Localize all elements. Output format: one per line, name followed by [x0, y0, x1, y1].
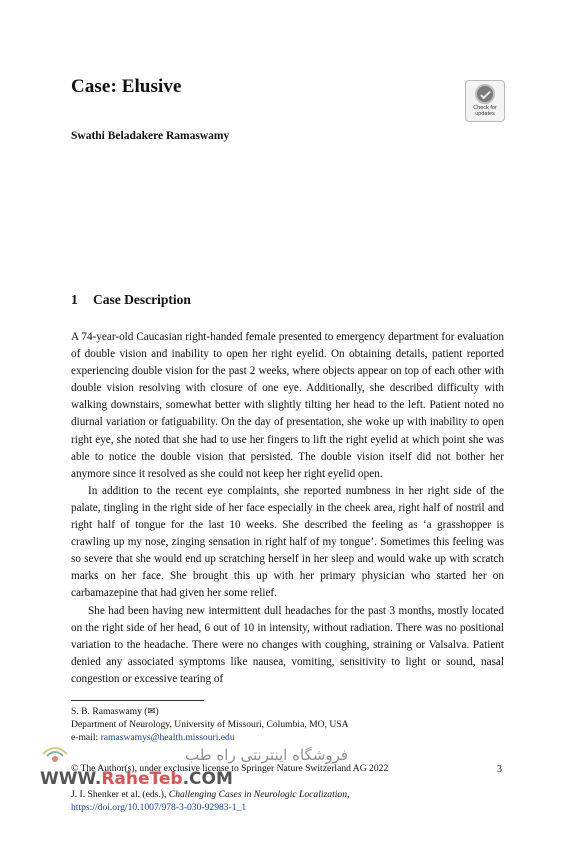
- citation-prefix: J. I. Shenker et al. (eds.),: [71, 789, 167, 800]
- book-title: Challenging Cases in Neurologic Localization,: [168, 789, 350, 800]
- section-title: Case Description: [93, 292, 191, 307]
- watermark-persian-text: فروشگاه اینترنتی راه طب: [185, 746, 349, 764]
- paragraph: In addition to the recent eye complaints, she reported numbness in her right side of the palate, tingling in the right side of her face especially in the cheek area, right half of nostril and right half of tongue for the last 10 weeks. She described the feeling as ‘a grasshopper is crawling up my nose, zinging sensation in right half of my tongue’. Sometimes this feeling was so severe that she would end up scratching herself in her sleep and would wake up with scratch marks on her face. She brought this up with her primary physician who started her on carbamazepine that had given her some relief.: [71, 484, 504, 600]
- watermark-prefix: WWW.: [40, 769, 102, 789]
- footnote-divider: [71, 700, 204, 701]
- paragraph: She had been having new intermittent dull headaches for the past 3 months, mostly located on the right side of her head, 6 out of 10 in intensity, without radiation. There was no positional variation to the headache. There were no changes with coughing, straining or Valsalva. Patient denied any associated symptoms like nausea, vomiting, sensitivity to light or sound, nasal congestion or excessive tearing of: [71, 604, 504, 685]
- paragraph: A 74-year-old Caucasian right-handed female presented to emergency department for evaluation of double vision and inability to open her right eyelid. On obtaining details, patient reported experiencing double vision for the past 2 weeks, where objects appear on top of each other with double vision resolving with closure of one eye. Additionally, she described difficulty with walking downstairs, somewhat better with slightly tilting her head to the left. Patient noted no diurnal variation or fatiguability. On the day of presentation, she woke up with inability to open right eye, she noted that she had to use her fingers to lift the right eyelid at which point she was able to notice the double vision that persisted. The double vision itself did not bother her anymore since it resolved as she could not keep her right eyelid open.: [71, 331, 504, 480]
- check-for-updates-icon: [475, 84, 495, 104]
- watermark-brand: RaheTeb: [101, 769, 183, 789]
- email-label: e-mail:: [71, 732, 99, 743]
- section-heading: [71, 292, 191, 308]
- doi-link[interactable]: https://doi.org/10.1007/978-3-030-92983-1_1: [71, 802, 247, 813]
- author-name: Swathi Beladakere Ramaswamy: [71, 130, 230, 142]
- watermark-suffix: .COM: [182, 769, 233, 789]
- section-number: 1: [71, 292, 78, 307]
- footnote-affiliation: Department of Neurology, University of Missouri, Columbia, MO, USA: [71, 719, 349, 730]
- watermark-logo-icon: [40, 740, 70, 766]
- copyright-notice: © The Author(s), under exclusive license to Springer Nature Switzerland AG 2022: [71, 763, 389, 774]
- page-number: 3: [497, 764, 502, 775]
- page-title: Case: Elusive: [71, 76, 182, 97]
- check-for-updates-badge[interactable]: [465, 80, 505, 122]
- body-text: [71, 329, 504, 688]
- citation-line: [71, 789, 349, 801]
- footnote-email-line: [71, 732, 235, 744]
- badge-label: Check for updates: [473, 105, 497, 117]
- watermark-url: [40, 769, 233, 789]
- footnote-author: S. B. Ramaswamy (✉): [71, 706, 159, 717]
- email-link[interactable]: ramaswamys@health.missouri.edu: [100, 732, 235, 743]
